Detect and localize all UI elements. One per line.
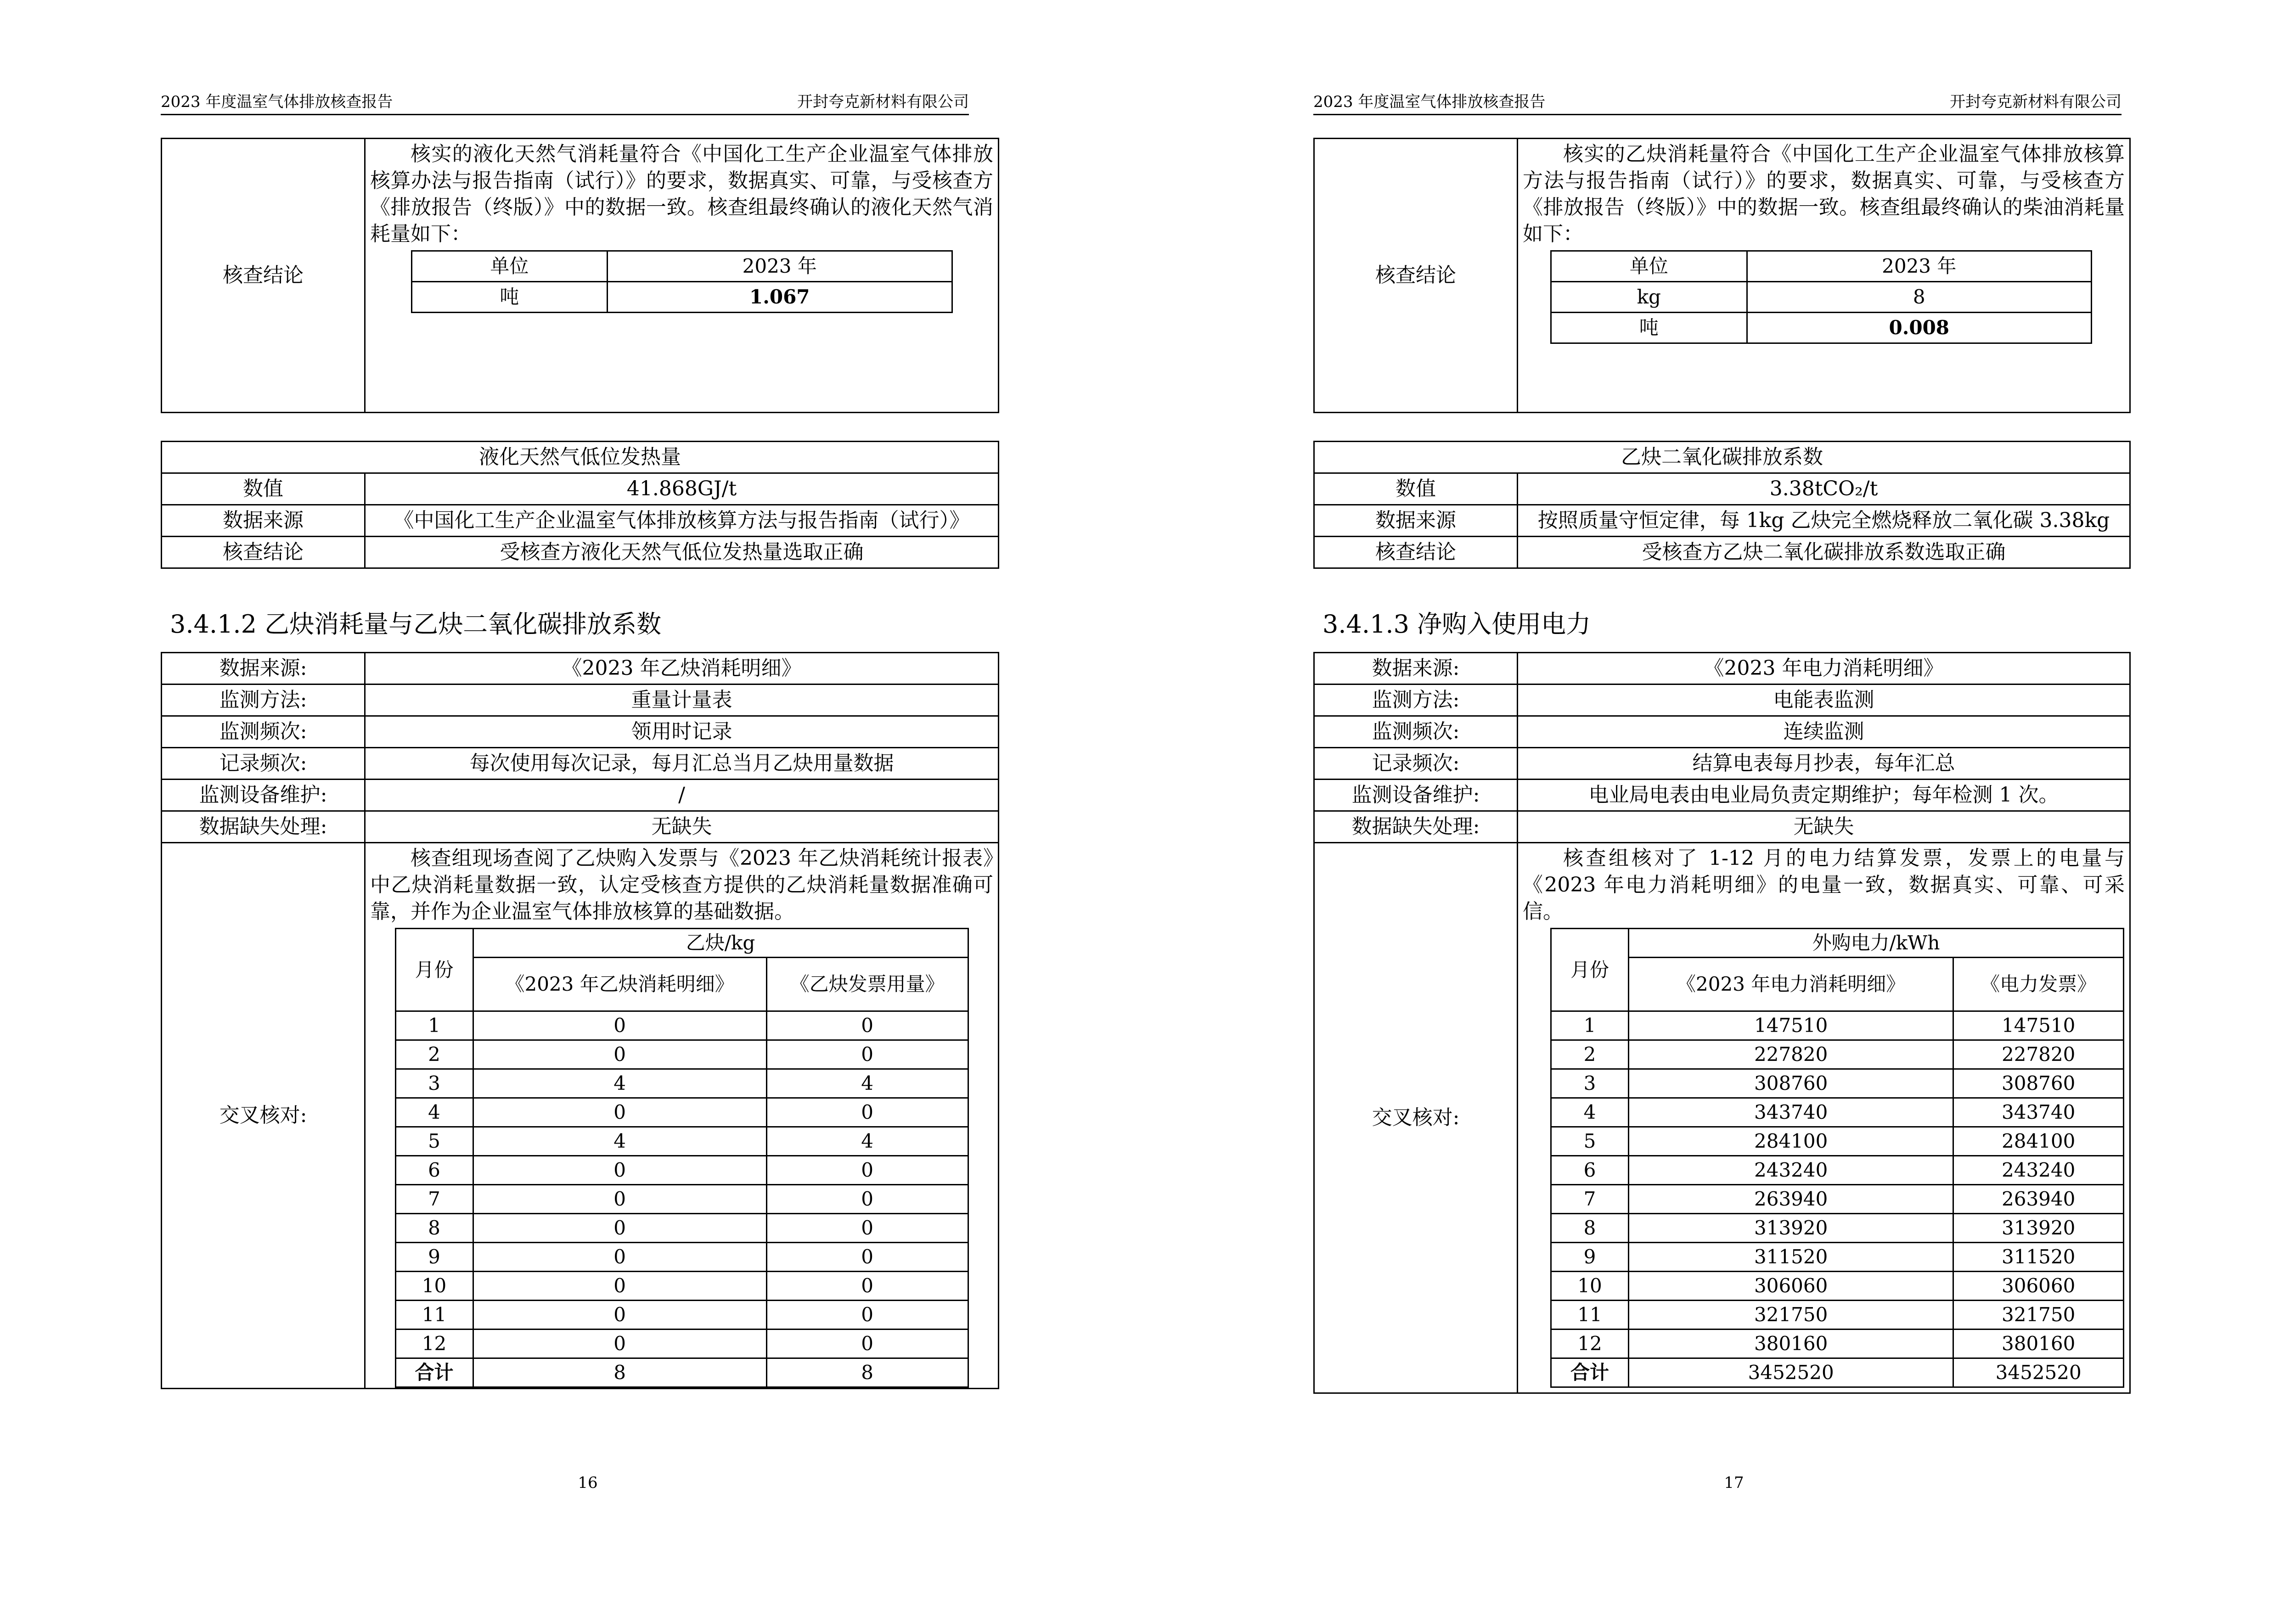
value-b-cell: 343740 (1953, 1098, 2124, 1127)
month-cell: 2 (395, 1040, 473, 1069)
row-label: 核查结论 (162, 139, 365, 413)
value-b-cell: 0 (766, 1330, 968, 1358)
section-title: 3.4.1.3 净购入使用电力 (1322, 610, 1591, 639)
row-value: 电业局电表由电业局负责定期维护；每年检测 1 次。 (1518, 780, 2130, 811)
lng-value-table (411, 250, 953, 313)
table-row (1551, 1040, 2124, 1069)
row-value: 领用时记录 (365, 716, 999, 748)
row-label: 记录频次: (162, 748, 365, 780)
month-cell: 6 (395, 1156, 473, 1185)
table-row (1551, 1127, 2124, 1156)
value-a-cell: 343740 (1629, 1098, 1953, 1127)
row-value: 3.38tCO₂/t (1518, 473, 2130, 505)
value-b-cell: 147510 (1953, 1011, 2124, 1040)
table-row (395, 1214, 968, 1243)
col-year: 2023 年 (1747, 251, 2091, 282)
month-cell: 9 (395, 1243, 473, 1272)
col-year: 2023 年 (608, 251, 952, 282)
table-row (1551, 1330, 2124, 1358)
total-b: 8 (766, 1358, 968, 1387)
row-label: 数据缺失处理: (1314, 811, 1518, 843)
value-b-cell: 0 (766, 1214, 968, 1243)
value: 8 (1747, 282, 2091, 313)
month-cell: 4 (395, 1098, 473, 1127)
month-cell: 6 (1551, 1156, 1629, 1185)
value-b-cell: 313920 (1953, 1214, 2124, 1243)
value-a-cell: 0 (473, 1156, 766, 1185)
row-label: 监测设备维护: (1314, 780, 1518, 811)
cross-check-cell (365, 843, 999, 1389)
value: 0.008 (1747, 313, 2091, 343)
value-a-cell: 243240 (1629, 1156, 1953, 1185)
unit-value: 吨 (411, 282, 608, 313)
cross-check-text: 核查组现场查阅了乙炔购入发票与《2023 年乙炔消耗统计报表》中乙炔消耗量数据一致，认定受核查方提供的乙炔消耗量数据准确可靠，并作为企业温室气体排放核算的基础数据。 (370, 847, 993, 923)
table-row (395, 1069, 968, 1098)
total-a: 3452520 (1629, 1358, 1953, 1387)
acetylene-info-table (161, 652, 999, 1389)
value-a-cell: 0 (473, 1098, 766, 1127)
value-a-cell: 0 (473, 1301, 766, 1330)
table-row (1551, 1156, 2124, 1185)
value-a-cell: 0 (473, 1040, 766, 1069)
lng-consumption-value: 1.067 (608, 282, 952, 313)
row-label: 数据来源: (162, 653, 365, 684)
month-cell: 2 (1551, 1040, 1629, 1069)
cross-check-cell (1518, 843, 2130, 1393)
row-value: 连续监测 (1518, 716, 2130, 748)
row-value: 结算电表每月抄表，每年汇总 (1518, 748, 2130, 780)
table-title: 乙炔二氧化碳排放系数 (1314, 442, 2130, 473)
table-row (395, 1127, 968, 1156)
unit-value: kg (1551, 282, 1747, 313)
row-label: 监测频次: (1314, 716, 1518, 748)
value-b-cell: 0 (766, 1301, 968, 1330)
table-row (1551, 1301, 2124, 1330)
col-group: 外购电力/kWh (1629, 929, 2124, 958)
acetylene-conclusion-table (1313, 138, 2131, 413)
month-cell: 8 (395, 1214, 473, 1243)
conclusion-cell (1518, 139, 2130, 413)
row-value: 重量计量表 (365, 684, 999, 716)
value-b-cell: 0 (766, 1272, 968, 1301)
page-header (1313, 92, 2122, 115)
page-16 (0, 0, 1142, 1610)
row-value: / (365, 780, 999, 811)
table-row (1551, 1214, 2124, 1243)
row-label: 数据来源 (162, 505, 365, 537)
page-number: 17 (1724, 1474, 1744, 1492)
row-label: 数据来源: (1314, 653, 1518, 684)
col-a: 《2023 年电力消耗明细》 (1629, 958, 1953, 1011)
value-a-cell: 4 (473, 1069, 766, 1098)
value-a-cell: 311520 (1629, 1243, 1953, 1272)
acetylene-ef-table (1313, 441, 2131, 569)
value-a-cell: 0 (473, 1330, 766, 1358)
value-b-cell: 4 (766, 1069, 968, 1098)
col-month: 月份 (1551, 929, 1629, 1011)
value-b-cell: 0 (766, 1040, 968, 1069)
month-cell: 5 (395, 1127, 473, 1156)
row-label: 记录频次: (1314, 748, 1518, 780)
value-a-cell: 0 (473, 1185, 766, 1214)
value-a-cell: 4 (473, 1127, 766, 1156)
total-label: 合计 (395, 1358, 473, 1387)
value-a-cell: 0 (473, 1214, 766, 1243)
row-label: 核查结论 (162, 537, 365, 568)
table-row (1551, 1272, 2124, 1301)
month-cell: 12 (1551, 1330, 1629, 1358)
row-label: 核查结论 (1314, 537, 1518, 568)
value-a-cell: 380160 (1629, 1330, 1953, 1358)
value-a-cell: 0 (473, 1243, 766, 1272)
value-b-cell: 263940 (1953, 1185, 2124, 1214)
col-month: 月份 (395, 929, 473, 1011)
row-label: 交叉核对: (162, 843, 365, 1389)
month-cell: 9 (1551, 1243, 1629, 1272)
col-unit: 单位 (1551, 251, 1747, 282)
value-a-cell: 321750 (1629, 1301, 1953, 1330)
row-value: 41.868GJ/t (365, 473, 999, 505)
table-row (1551, 1185, 2124, 1214)
header-right: 开封夸克新材料有限公司 (1950, 93, 2122, 111)
value-a-cell: 284100 (1629, 1127, 1953, 1156)
table-row (395, 1011, 968, 1040)
month-cell: 3 (395, 1069, 473, 1098)
month-cell: 10 (395, 1272, 473, 1301)
total-b: 3452520 (1953, 1358, 2124, 1387)
row-value: 受核查方液化天然气低位发热量选取正确 (365, 537, 999, 568)
row-label: 数据缺失处理: (162, 811, 365, 843)
value-a-cell: 227820 (1629, 1040, 1953, 1069)
month-cell: 4 (1551, 1098, 1629, 1127)
value-b-cell: 311520 (1953, 1243, 2124, 1272)
acetylene-monthly-table (395, 928, 969, 1388)
row-value: 《2023 年电力消耗明细》 (1518, 653, 2130, 684)
value-a-cell: 147510 (1629, 1011, 1953, 1040)
value-a-cell: 308760 (1629, 1069, 1953, 1098)
value-b-cell: 308760 (1953, 1069, 2124, 1098)
table-row (1551, 1011, 2124, 1040)
value-a-cell: 0 (473, 1011, 766, 1040)
row-label: 交叉核对: (1314, 843, 1518, 1393)
month-cell: 12 (395, 1330, 473, 1358)
row-label: 监测设备维护: (162, 780, 365, 811)
table-row (395, 1040, 968, 1069)
row-value: 无缺失 (1518, 811, 2130, 843)
value-b-cell: 0 (766, 1243, 968, 1272)
page-number: 16 (578, 1474, 598, 1492)
table-row (1551, 1069, 2124, 1098)
page-header (161, 92, 969, 115)
conclusion-text: 核实的液化天然气消耗量符合《中国化工生产企业温室气体排放核算办法与报告指南（试行）》的要求，数据真实、可靠，与受核查方《排放报告（终版）》中的数据一致。核查组最终确认的液化天然气消耗量如下： (370, 142, 993, 246)
section-title: 3.4.1.2 乙炔消耗量与乙炔二氧化碳排放系数 (170, 610, 662, 639)
month-cell: 11 (1551, 1301, 1629, 1330)
header-left: 2023 年度温室气体排放核查报告 (161, 93, 393, 111)
month-cell: 11 (395, 1301, 473, 1330)
month-cell: 8 (1551, 1214, 1629, 1243)
col-group: 乙炔/kg (473, 929, 968, 958)
value-a-cell: 313920 (1629, 1214, 1953, 1243)
header-right: 开封夸克新材料有限公司 (797, 93, 969, 111)
month-cell: 1 (1551, 1011, 1629, 1040)
lng-ncv-table (161, 441, 999, 569)
total-a: 8 (473, 1358, 766, 1387)
header-left: 2023 年度温室气体排放核查报告 (1313, 93, 1546, 111)
month-cell: 7 (395, 1185, 473, 1214)
row-value: 按照质量守恒定律，每 1kg 乙炔完全燃烧释放二氧化碳 3.38kg (1518, 505, 2130, 537)
conclusion-cell (365, 139, 999, 413)
table-row (395, 1098, 968, 1127)
value-b-cell: 227820 (1953, 1040, 2124, 1069)
value-b-cell: 243240 (1953, 1156, 2124, 1185)
cross-check-text: 核查组核对了 1-12 月的电力结算发票，发票上的电量与《2023 年电力消耗明细》的电量一致，数据真实、可靠、可采信。 (1523, 847, 2125, 923)
row-label: 数值 (1314, 473, 1518, 505)
row-value: 受核查方乙炔二氧化碳排放系数选取正确 (1518, 537, 2130, 568)
month-cell: 10 (1551, 1272, 1629, 1301)
row-value: 《中国化工生产企业温室气体排放核算方法与报告指南（试行）》 (365, 505, 999, 537)
table-row (395, 1243, 968, 1272)
value-a-cell: 306060 (1629, 1272, 1953, 1301)
page-17 (1142, 0, 2283, 1610)
row-label: 监测方法: (162, 684, 365, 716)
row-label: 数值 (162, 473, 365, 505)
value-b-cell: 321750 (1953, 1301, 2124, 1330)
row-value: 每次使用每次记录，每月汇总当月乙炔用量数据 (365, 748, 999, 780)
row-value: 《2023 年乙炔消耗明细》 (365, 653, 999, 684)
value-b-cell: 0 (766, 1011, 968, 1040)
value-b-cell: 4 (766, 1127, 968, 1156)
col-unit: 单位 (411, 251, 608, 282)
unit-value: 吨 (1551, 313, 1747, 343)
total-row (1551, 1358, 2124, 1387)
month-cell: 5 (1551, 1127, 1629, 1156)
row-label: 监测方法: (1314, 684, 1518, 716)
electricity-monthly-table (1550, 928, 2124, 1388)
table-title: 液化天然气低位发热量 (162, 442, 999, 473)
row-label: 监测频次: (162, 716, 365, 748)
value-b-cell: 284100 (1953, 1127, 2124, 1156)
month-cell: 3 (1551, 1069, 1629, 1098)
value-b-cell: 0 (766, 1156, 968, 1185)
page-18 (2283, 0, 2296, 1610)
table-row (1551, 1243, 2124, 1272)
row-label: 数据来源 (1314, 505, 1518, 537)
total-row (395, 1358, 968, 1387)
col-a: 《2023 年乙炔消耗明细》 (473, 958, 766, 1011)
table-row (395, 1272, 968, 1301)
value-a-cell: 263940 (1629, 1185, 1953, 1214)
total-label: 合计 (1551, 1358, 1629, 1387)
month-cell: 1 (395, 1011, 473, 1040)
value-b-cell: 0 (766, 1098, 968, 1127)
row-value: 无缺失 (365, 811, 999, 843)
acetylene-value-table (1550, 250, 2092, 344)
month-cell: 7 (1551, 1185, 1629, 1214)
table-row (1551, 1098, 2124, 1127)
value-b-cell: 306060 (1953, 1272, 2124, 1301)
row-label: 核查结论 (1314, 139, 1518, 413)
table-row (395, 1330, 968, 1358)
table-row (395, 1156, 968, 1185)
col-b: 《电力发票》 (1953, 958, 2124, 1011)
col-b: 《乙炔发票用量》 (766, 958, 968, 1011)
conclusion-text: 核实的乙炔消耗量符合《中国化工生产企业温室气体排放核算方法与报告指南（试行）》的要求，数据真实、可靠，与受核查方《排放报告（终版）》中的数据一致。核查组最终确认的柴油消耗量如下： (1523, 142, 2125, 246)
value-b-cell: 380160 (1953, 1330, 2124, 1358)
table-row (395, 1185, 968, 1214)
table-row (395, 1301, 968, 1330)
value-b-cell: 0 (766, 1185, 968, 1214)
value-a-cell: 0 (473, 1272, 766, 1301)
lng-consumption-conclusion-table (161, 138, 999, 413)
electricity-info-table (1313, 652, 2131, 1394)
row-value: 电能表监测 (1518, 684, 2130, 716)
